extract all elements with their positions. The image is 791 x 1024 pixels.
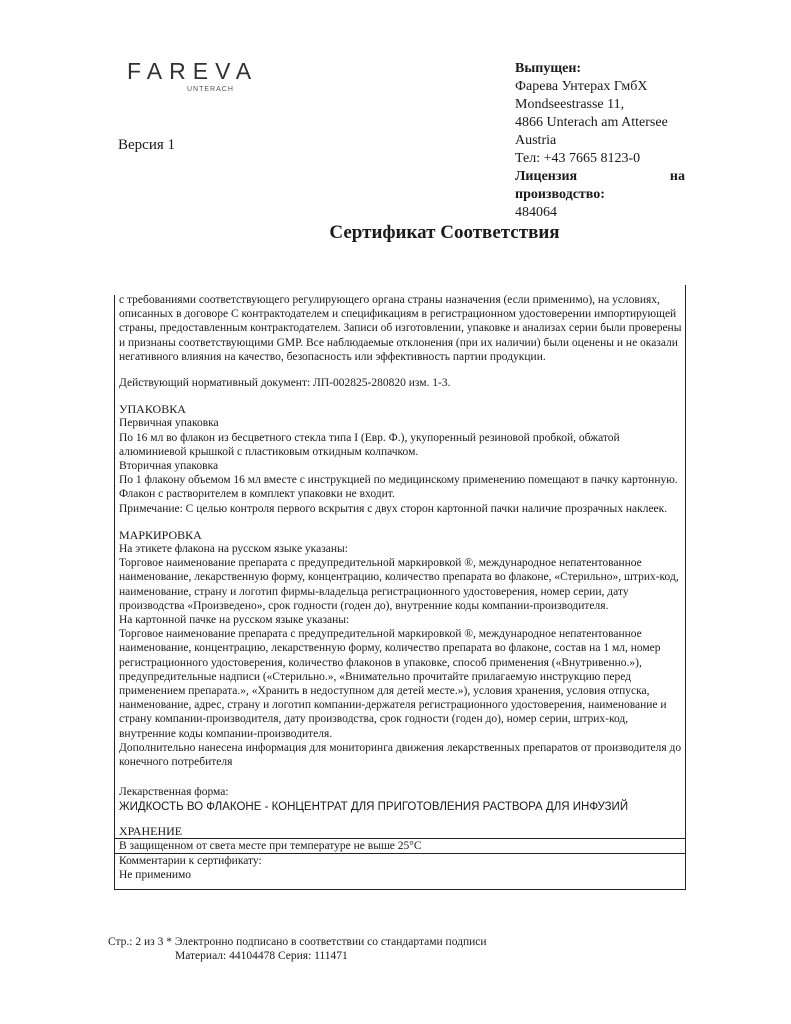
document-title: Сертификат Соответствия xyxy=(329,222,560,243)
secondary-packaging-text: По 1 флакону объемом 16 мл вместе с инструкцией по медицинскому применению помещают в пачку картонную. Флакон с растворителем в комплект упаковки не входит. xyxy=(119,474,678,501)
license-label-on: на xyxy=(669,169,685,184)
vial-label-intro: На этикете флакона на русском языке указаны: xyxy=(119,543,348,556)
frame-border-left xyxy=(114,295,115,890)
issuer-label: Выпущен: xyxy=(515,61,582,76)
dosage-form-value: ЖИДКОСТЬ ВО ФЛАКОНЕ - КОНЦЕНТРАТ ДЛЯ ПРИГОТОВЛЕНИЯ РАСТВОРА ДЛЯ ИНФУЗИЙ xyxy=(119,800,629,813)
storage-heading: ХРАНЕНИЕ xyxy=(119,823,183,838)
frame-border-right xyxy=(685,285,686,890)
box-label-intro: На картонной пачке на русском языке указаны: xyxy=(119,614,350,627)
dosage-form-label: Лекарственная форма: xyxy=(119,786,229,799)
monitoring-text: Дополнительно нанесена информация для мониторинга движения лекарственных препаратов от производителя до конечного потребителя xyxy=(119,741,682,769)
comments-value: Не применимо xyxy=(119,869,192,882)
vial-label-text: Торговое наименование препарата с предупредительной маркировкой ®, международное непатентованное наименование, лекарственную форму, концентрацию, количество препарата во флаконе, «Стерильно», штрих-код, наименование, страну и логотип фирмы-владельца регистрационного удостоверения, номер серии, дату производства «Произведено», срок годности (годен до), внутренние коды компании-производителя. xyxy=(119,557,679,612)
packaging-heading: УПАКОВКА xyxy=(119,402,186,417)
primary-packaging-text: По 16 мл во флакон из бесцветного стекла типа I (Евр. Ф.), укупоренный резиновой пробкой, обжатой алюминиевой крышкой с пластиковым откидным колпачком. xyxy=(119,431,620,458)
company-logo-subtitle: UNTERACH xyxy=(187,86,234,93)
license-label-cont: производство: xyxy=(515,187,605,202)
storage-text: В защищенном от света месте при температуре не выше 25°С xyxy=(119,839,422,852)
issuer-block xyxy=(515,60,685,222)
license-label-row xyxy=(515,168,685,186)
box-label-text: Торговое наименование препарата с предупредительной маркировкой ®, международное непатентованное наименование, концентрацию, лекарственную форму, количество препарата во флаконе, состав на 1 мл, номер регистрационного удостоверения, количество флаконов в упаковке, способ применения («Внутривенно.»), предупредительные надписи («Стерильно.», «Внимательно прочитайте прилагаемую инструкцию перед применением препарата.», «Хранить в недоступном для детей месте.»), условия хранения, условия отпуска, наименование, адрес, страну и логотип компании-держателя регистрационного удостоверения, наименование и страну компании-производителя, дату производства, срок годности (годен до), номер серии, штрих-код, внутренние коды компании-производителя. xyxy=(119,628,667,740)
normative-document: Действующий нормативный документ: ЛП-002825-280820 изм. 1-3. xyxy=(119,377,451,390)
primary-packaging-label: Первичная упаковка xyxy=(119,417,219,430)
certificate-body xyxy=(119,293,682,883)
issuer-line: Austria xyxy=(515,133,557,148)
secondary-packaging-label: Вторичная упаковка xyxy=(119,460,219,473)
frame-border-bottom xyxy=(114,889,686,890)
page-number-line: Стр.: 2 из 3 * Электронно подписано в соответствии со стандартами подписи xyxy=(108,936,487,948)
issuer-line: Фарева Унтерах ГмбХ xyxy=(515,79,648,94)
issuer-line: Тел: +43 7665 8123-0 xyxy=(515,151,641,166)
material-line: Материал: 44104478 Серия: 111471 xyxy=(175,950,348,962)
page-footer xyxy=(108,935,487,963)
packaging-note: Примечание: С целью контроля первого вскрытия с двух сторон картонной пачки наличие прозрачных наклеек. xyxy=(119,502,668,515)
intro-paragraph: с требованиями соответствующего регулирующего органа страны назначения (если применимо), на условиях, описанных в договоре С контрактодателем и спецификациям в регистрационном удостоверении импортирующей страны, предоставленным контрактодателем. Записи об изготовлении, упаковке и анализах серии были проверены и признаны соответствующими GMP. Все наблюдаемые отклонения (при их наличии) были оценены и не оказали негативного влияния на качество, безопасность или эффективность партии продукции. xyxy=(119,294,682,363)
comments-label: Комментарии к сертификату: xyxy=(119,855,262,868)
license-label: Лицензия xyxy=(515,169,578,184)
document-version: Версия 1 xyxy=(118,137,175,153)
company-logo: FAREVA xyxy=(127,58,259,84)
issuer-line: Mondseestrasse 11, xyxy=(515,97,625,112)
license-number: 484064 xyxy=(515,205,557,220)
marking-heading: МАРКИРОВКА xyxy=(119,527,202,542)
issuer-line: 4866 Unterach am Attersee xyxy=(515,115,668,130)
